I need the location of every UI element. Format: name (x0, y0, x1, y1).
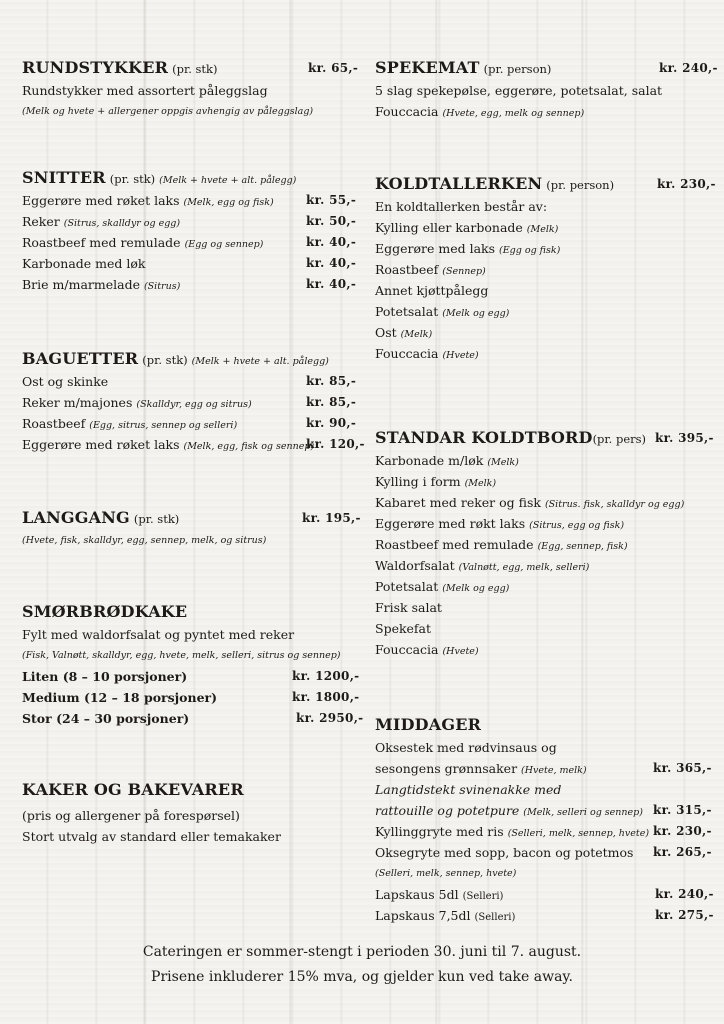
list-item (22, 190, 362, 211)
item-name: Roastbeef (22, 416, 86, 431)
unit-label: (pr. stk) (172, 62, 218, 76)
list-item (375, 513, 707, 534)
list-item (375, 322, 707, 343)
section-title: STANDAR KOLDTBORD (375, 428, 593, 447)
item-price: kr. 40,- (306, 256, 357, 270)
footer-line-2: Prisene inkluderer 15% mva, og gjelder kun ved take away. (151, 969, 573, 985)
item-note: (Egg og sennep) (184, 239, 264, 250)
description: Stort utvalg av standard eller temakaker (22, 829, 281, 844)
section-baguetter (22, 347, 365, 455)
size-option (22, 666, 362, 687)
list-item (375, 534, 707, 555)
list-item (375, 576, 707, 597)
size-name: Stor (24 – 30 porsjoner) (22, 711, 190, 726)
list-item (375, 217, 707, 238)
list-item (375, 196, 707, 217)
item-price: kr. 365,- (653, 761, 712, 775)
list-item (375, 450, 707, 471)
description: Fylt med waldorfsalat og pyntet med reker (22, 627, 295, 642)
item-name: Potetsalat (375, 304, 439, 319)
item-name: Fouccacia (375, 104, 439, 119)
section-title: KOLDTALLERKEN (375, 174, 543, 193)
item-price: kr. 240,- (655, 887, 714, 901)
list-item (375, 238, 707, 259)
size-price: kr. 2950,- (296, 711, 364, 725)
item-note: (Melk, egg, fisk og sennep) (183, 441, 315, 452)
section-title: LANGGANG (22, 508, 130, 527)
price: kr. 240,- (659, 61, 718, 75)
item-note: (Melk og egg) (442, 583, 510, 594)
item-price: kr. 265,- (653, 845, 712, 859)
item-price: kr. 40,- (306, 235, 357, 249)
dish-line (375, 758, 712, 779)
item-name: Waldorfsalat (375, 558, 455, 573)
item-name: Eggerøre med laks (375, 241, 496, 256)
item-note: (Sitrus. fisk, skalldyr og egg) (544, 499, 685, 510)
item-name: Ost (375, 325, 397, 340)
item-note: (Melk og egg) (442, 308, 510, 319)
list-item (375, 639, 707, 660)
item-name: Eggerøre med røkt laks (375, 516, 526, 531)
item-name: Lapskaus 5dl (375, 887, 459, 902)
item-name: Annet kjøttpålegg (375, 283, 489, 298)
item-name: Kabaret med reker og fisk (375, 495, 541, 510)
item-price: kr. 50,- (306, 214, 357, 228)
item-note: (Melk) (526, 224, 559, 235)
allergen-note: (Fisk, Valnøtt, skalldyr, egg, hvete, melk, selleri, sitrus og sennep) (22, 650, 341, 661)
size-name: Medium (12 – 18 porsjoner) (22, 690, 218, 705)
item-name: Kyllinggryte med ris (375, 824, 504, 839)
size-name: Liten (8 – 10 porsjoner) (22, 669, 188, 684)
footer-line-1: Cateringen er sommer-stengt i perioden 30. juni til 7. august. (142, 944, 582, 960)
item-name: Karbonade m/løk (375, 453, 484, 468)
item-price: kr. 85,- (306, 395, 357, 409)
price: kr. 395,- (655, 431, 714, 445)
section-title: SNITTER (22, 168, 106, 187)
item-note: (Sitrus) (143, 281, 181, 292)
item-name: Reker m/majones (22, 395, 133, 410)
item-price: kr. 315,- (653, 803, 712, 817)
item-note: (Sitrus, skalldyr og egg) (63, 218, 181, 229)
item-note: (Melk, egg og fisk) (183, 197, 274, 208)
item-note: (Selleri) (462, 891, 504, 902)
unit-label: (pr. person) (483, 62, 552, 76)
section-snitter (22, 166, 362, 295)
item-note: (Hvete) (442, 350, 479, 361)
list-item (375, 618, 707, 639)
list-item (375, 280, 707, 301)
item-price: kr. 120,- (306, 437, 365, 451)
allergen-note: (Melk og hvete + allergener oppgis avhengig av påleggslag) (22, 106, 314, 117)
price: kr. 65,- (308, 61, 359, 75)
allergen-note: (Melk + hvete + alt. pålegg) (159, 175, 297, 186)
item-name: Kylling i form (375, 474, 461, 489)
description (375, 101, 707, 122)
list-item (22, 232, 362, 253)
item-note: (Egg og fisk) (499, 245, 561, 256)
item-price: kr. 90,- (306, 416, 357, 430)
dish-line (375, 800, 712, 821)
list-item (22, 253, 362, 274)
allergen-note: (Melk + hvete + alt. pålegg) (191, 356, 329, 367)
item-name: Eggerøre med røket laks (22, 437, 180, 452)
unit-label: (pr. stk) (142, 353, 188, 367)
list-item (375, 555, 707, 576)
section-title: RUNDSTYKKER (22, 58, 169, 77)
section-title: KAKER OG BAKEVARER (22, 780, 244, 799)
size-option (22, 708, 362, 729)
item-price: kr. 85,- (306, 374, 357, 388)
list-item (22, 392, 362, 413)
unit-label: (pr. stk) (133, 512, 180, 526)
allergen-note: (Selleri, melk, sennep, hvete) (375, 868, 517, 879)
item-note: (Hvete) (442, 646, 479, 657)
section-koldtallerken (375, 172, 716, 364)
size-price: kr. 1800,- (292, 690, 360, 704)
price: kr. 230,- (657, 177, 716, 191)
item-note: (Egg, sennep, fisk) (537, 541, 628, 552)
item-note: (Egg, sitrus, sennep og selleri) (89, 420, 238, 431)
item-name: rattouille og potetpure (375, 803, 520, 818)
size-option (22, 687, 362, 708)
list-item (22, 371, 362, 392)
unit-label: (pr. pers) (592, 432, 647, 446)
section-title: BAGUETTER (22, 349, 139, 368)
item-name: sesongens grønnsaker (375, 761, 518, 776)
item-name: En koldtallerken består av: (375, 199, 548, 214)
item-price: kr. 275,- (655, 908, 714, 922)
item-note: (Melk) (487, 457, 519, 468)
section-langgang (22, 506, 362, 551)
dish-line (375, 905, 714, 926)
list-item (375, 471, 707, 492)
item-name: Roastbeef med remulade (22, 235, 181, 250)
item-name: Karbonade med løk (22, 256, 146, 271)
item-note: (Sitrus, egg og fisk) (529, 520, 625, 531)
item-note: (Skalldyr, egg og sitrus) (136, 399, 252, 410)
item-name: Potetsalat (375, 579, 439, 594)
list-item (22, 274, 362, 295)
item-name: Kylling eller karbonade (375, 220, 523, 235)
list-item (375, 492, 707, 513)
section-koldtbord (375, 426, 714, 660)
unit-label: (pr. stk) (109, 172, 156, 186)
allergen-note: (Hvete, fisk, skalldyr, egg, sennep, melk, og sitrus) (22, 535, 267, 546)
item-price: kr. 55,- (306, 193, 357, 207)
section-title: SPEKEMAT (375, 58, 480, 77)
item-name: Spekefat (375, 621, 432, 636)
price: kr. 195,- (302, 511, 361, 525)
dish-line (375, 884, 714, 905)
item-note: (Melk) (400, 329, 433, 340)
item-name: Ost og skinke (22, 374, 109, 389)
allergen-note: (Hvete, egg, melk og sennep) (442, 108, 585, 119)
list-item (375, 343, 707, 364)
dish-line: Oksestek med rødvinsaus og (375, 740, 557, 755)
item-note: (Sennep) (442, 266, 486, 277)
item-name: Oksegryte med sopp, bacon og potetmos (375, 845, 634, 860)
item-note: (Valnøtt, egg, melk, selleri) (458, 562, 590, 573)
section-middager (375, 713, 714, 926)
item-name: Fouccacia (375, 642, 439, 657)
item-name: Brie m/marmelade (22, 277, 140, 292)
list-item (22, 211, 362, 232)
unit-label: (pr. person) (546, 178, 615, 192)
dish-line (375, 842, 712, 863)
section-kaker (22, 778, 362, 847)
section-rundstykker (22, 56, 362, 122)
item-name: Eggerøre med røket laks (22, 193, 180, 208)
list-item (375, 301, 707, 322)
item-note: (Hvete, melk) (521, 765, 587, 776)
item-note: (Selleri) (474, 912, 516, 923)
dish-line (375, 821, 712, 842)
section-smorbrodkake (22, 600, 362, 729)
item-name: Roastbeef med remulade (375, 537, 534, 552)
item-price: kr. 40,- (306, 277, 357, 291)
item-name: Lapskaus 7,5dl (375, 908, 471, 923)
description: 5 slag spekepølse, eggerøre, potetsalat, salat (375, 83, 663, 98)
description: Rundstykker med assortert påleggslag (22, 83, 268, 98)
item-name: Frisk salat (375, 600, 442, 615)
size-price: kr. 1200,- (292, 669, 360, 683)
item-note: (Melk, selleri og sennep) (523, 807, 643, 818)
item-name: Fouccacia (375, 346, 439, 361)
description: (pris og allergener på forespørsel) (22, 808, 240, 823)
list-item (22, 413, 362, 434)
item-note: (Melk) (464, 478, 497, 489)
item-name: Roastbeef (375, 262, 439, 277)
section-spekemat (375, 56, 718, 122)
list-item (375, 259, 707, 280)
item-price: kr. 230,- (653, 824, 712, 838)
section-title: MIDDAGER (375, 715, 482, 734)
dish-line: Langtidstekt svinenakke med (375, 782, 562, 797)
list-item (375, 597, 707, 618)
item-name: Reker (22, 214, 60, 229)
list-item (22, 434, 365, 455)
item-note: (Selleri, melk, sennep, hvete) (507, 828, 650, 839)
section-title: SMØRBRØDKAKE (22, 602, 188, 621)
